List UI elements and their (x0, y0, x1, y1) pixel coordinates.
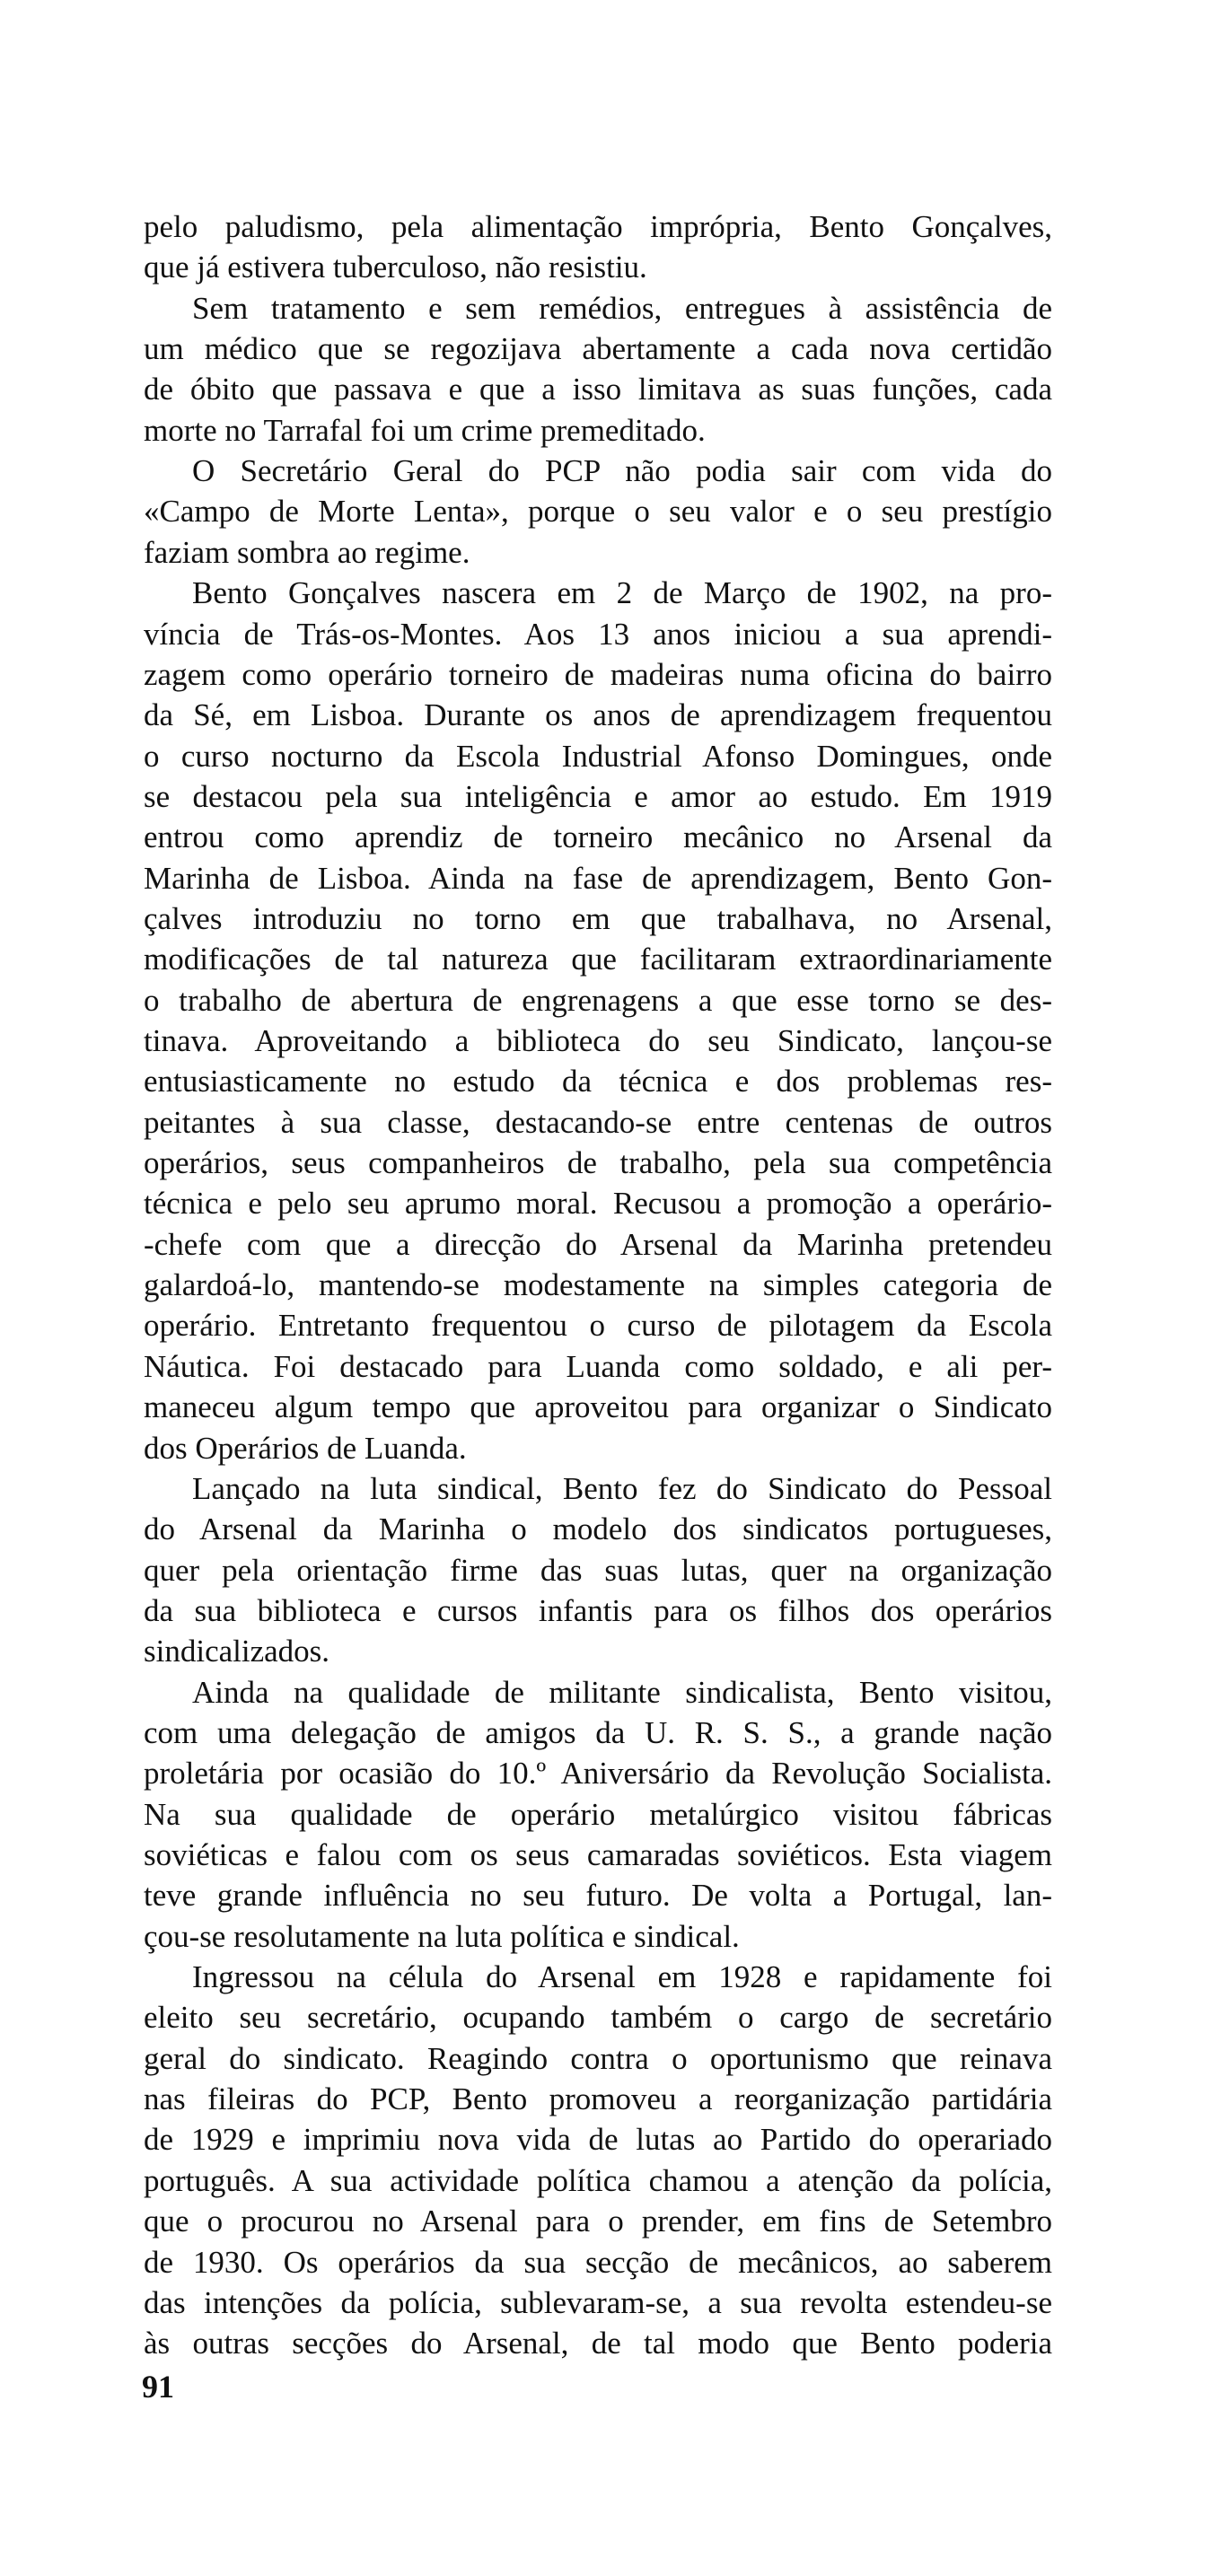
text-line: teve grande influência no seu futuro. De volta a Portugal, lan- (144, 1878, 1052, 1914)
text-line: entrou como aprendiz de torneiro mecânico no Arsenal da (144, 819, 1052, 855)
text-line: Ainda na qualidade de militante sindicalista, Bento visitou, (192, 1674, 1052, 1710)
text-line: -chefe com que a direcção do Arsenal da Marinha pretendeu (144, 1226, 1052, 1262)
text-line: que o procurou no Arsenal para o prender, em fins de Setembro (144, 2204, 1052, 2239)
text-line: Bento Gonçalves nascera em 2 de Março de 1902, na pro- (192, 575, 1052, 611)
text-line: dos Operários de Luanda. (144, 1430, 467, 1466)
text-line: O Secretário Geral do PCP não podia sair com vida do (192, 453, 1052, 489)
text-line: operário. Entretanto frequentou o curso de pilotagem da Escola (144, 1308, 1052, 1344)
text-line: Lançado na luta sindical, Bento fez do Sindicato do Pessoal (192, 1470, 1052, 1506)
text-line: técnica e pelo seu aprumo moral. Recusou a promoção a operário- (144, 1186, 1052, 1222)
text-line: quer pela orientação firme das suas lutas, quer na organização (144, 1552, 1052, 1588)
text-line: do Arsenal da Marinha o modelo dos sindicatos portugueses, (144, 1511, 1052, 1547)
text-line: pelo paludismo, pela alimentação imprópria, Bento Gonçalves, (144, 209, 1052, 244)
text-line: Sem tratamento e sem remédios, entregues à assistência de (192, 290, 1052, 326)
text-line: Náutica. Foi destacado para Luanda como soldado, e ali per- (144, 1348, 1052, 1384)
text-line: peitantes à sua classe, destacando-se entre centenas de outros (144, 1104, 1052, 1140)
text-line: de óbito que passava e que a isso limitava as suas funções, cada (144, 372, 1052, 407)
text-line: de 1930. Os operários da sua secção de mecânicos, ao saberem (144, 2244, 1052, 2280)
text-line: Ingressou na célula do Arsenal em 1928 e rapidamente foi (192, 1959, 1052, 1995)
text-line: Marinha de Lisboa. Ainda na fase de aprendizagem, Bento Gon- (144, 860, 1052, 896)
text-line: geral do sindicato. Reagindo contra o oportunismo que reinava (144, 2040, 1052, 2076)
text-line: morte no Tarrafal foi um crime premeditado. (144, 412, 706, 448)
text-line: com uma delegação de amigos da U. R. S. S., a grande nação (144, 1714, 1052, 1750)
text-line: o curso nocturno da Escola Industrial Afonso Domingues, onde (144, 738, 1052, 774)
text-line: sindicalizados. (144, 1634, 330, 1669)
text-line: Na sua qualidade de operário metalúrgico visitou fábricas (144, 1796, 1052, 1832)
text-line: que já estivera tuberculoso, não resistiu. (144, 250, 647, 285)
text-line: çou-se resolutamente na luta política e sindical. (144, 1918, 740, 1954)
text-line: çalves introduziu no torno em que trabalhava, no Arsenal, (144, 900, 1052, 936)
text-line: eleito seu secretário, ocupando também o cargo de secretário (144, 2000, 1052, 2036)
text-line: soviéticas e falou com os seus camaradas soviéticos. Esta viagem (144, 1837, 1052, 1872)
text-line: da Sé, em Lisboa. Durante os anos de aprendizagem frequentou (144, 697, 1052, 733)
text-line: víncia de Trás-os-Montes. Aos 13 anos iniciou a sua aprendi- (144, 616, 1052, 652)
text-line: zagem como operário torneiro de madeiras numa oficina do bairro (144, 656, 1052, 692)
text-line: de 1929 e imprimiu nova vida de lutas ao Partido do operariado (144, 2122, 1052, 2158)
text-line: às outras secções do Arsenal, de tal modo que Bento poderia (144, 2326, 1052, 2361)
text-line: o trabalho de abertura de engrenagens a que esse torno se des- (144, 982, 1052, 1018)
page-number: 91 (142, 2369, 174, 2405)
text-line: faziam sombra ao regime. (144, 534, 470, 570)
text-line: maneceu algum tempo que aproveitou para organizar o Sindicato (144, 1389, 1052, 1425)
text-line: português. A sua actividade política chamou a atenção da polícia, (144, 2162, 1052, 2198)
text-line: se destacou pela sua inteligência e amor ao estudo. Em 1919 (144, 778, 1052, 814)
text-line: um médico que se regozijava abertamente a cada nova certidão (144, 331, 1052, 367)
text-line: galardoá-lo, mantendo-se modestamente na simples categoria de (144, 1267, 1052, 1303)
text-line: proletária por ocasião do 10.º Aniversário da Revolução Socialista. (144, 1756, 1052, 1792)
text-line: da sua biblioteca e cursos infantis para os filhos dos operários (144, 1592, 1052, 1628)
text-line: entusiasticamente no estudo da técnica e dos problemas res- (144, 1064, 1052, 1100)
text-line: tinava. Aproveitando a biblioteca do seu Sindicato, lançou-se (144, 1023, 1052, 1058)
text-line: nas fileiras do PCP, Bento promoveu a reorganização partidária (144, 2081, 1052, 2117)
text-line: das intenções da polícia, sublevaram-se, a sua revolta estendeu-se (144, 2284, 1052, 2320)
text-line: «Campo de Morte Lenta», porque o seu valor e o seu prestígio (144, 494, 1052, 530)
text-line: modificações de tal natureza que facilitaram extraordinariamente (144, 942, 1052, 977)
text-line: operários, seus companheiros de trabalho, pela sua competência (144, 1145, 1052, 1181)
